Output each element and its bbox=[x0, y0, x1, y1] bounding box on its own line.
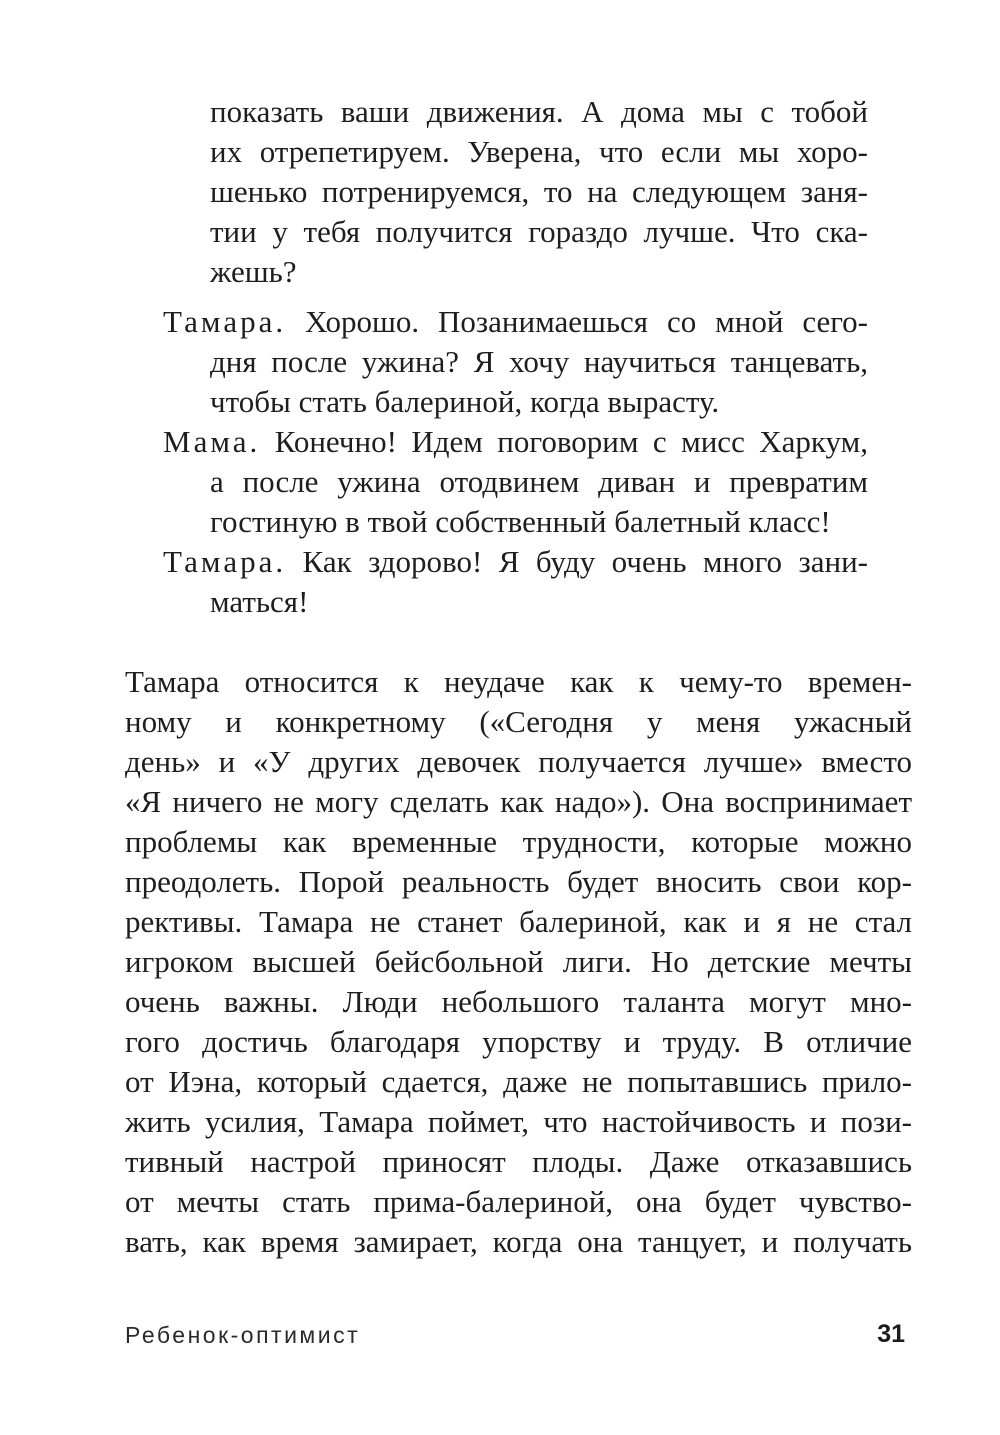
paragraph-line: очень важны. Люди небольшого таланта могут мно- bbox=[125, 984, 912, 1019]
dialogue-line: а после ужина отодвинем диван и превратим bbox=[210, 464, 868, 499]
dialogue-turn-line bbox=[163, 542, 868, 582]
paragraph-line: Тамара относится к неудаче как к чему-то времен- bbox=[125, 664, 912, 699]
dialogue-line: тии у тебя получится гораздо лучше. Что ска- bbox=[210, 214, 868, 249]
running-footer-title: Ребенок-оптимист bbox=[125, 1322, 361, 1348]
paragraph-line: тивный настрой приносят плоды. Даже отказавшись bbox=[125, 1144, 912, 1179]
dialogue-text: Хорошо. Позанимаешься со мной сего- bbox=[305, 304, 869, 339]
page-number: 31 bbox=[877, 1320, 905, 1348]
paragraph-line: жить усилия, Тамара поймет, что настойчивость и пози- bbox=[125, 1104, 912, 1139]
dialogue-line: их отрепетируем. Уверена, что если мы хоро- bbox=[210, 134, 868, 169]
dialogue-line: чтобы стать балериной, когда вырасту. bbox=[210, 384, 720, 419]
speaker-name: Тамара. bbox=[163, 544, 287, 579]
dialogue-line: шенько потренируемся, то на следующем заня- bbox=[210, 174, 868, 209]
paragraph-line: проблемы как временные трудности, которые можно bbox=[125, 824, 912, 859]
paragraph-line: рективы. Тамара не станет балериной, как и я не стал bbox=[125, 904, 912, 939]
paragraph-line: от Иэна, который сдается, даже не попытавшись прило- bbox=[125, 1064, 912, 1099]
dialogue-text: Как здорово! Я буду очень много зани- bbox=[302, 544, 868, 579]
paragraph-line: игроком высшей бейсбольной лиги. Но детские мечты bbox=[125, 944, 912, 979]
dialogue-turn-line bbox=[163, 422, 868, 462]
paragraph-line: гого достичь благодаря упорству и труду. В отличие bbox=[125, 1024, 912, 1059]
dialogue-line: показать ваши движения. А дома мы с тобой bbox=[210, 94, 868, 129]
paragraph-line: ному и конкретному («Сегодня у меня ужасный bbox=[125, 704, 912, 739]
speaker-name: Мама. bbox=[163, 424, 261, 459]
dialogue-line: жешь? bbox=[210, 254, 297, 289]
dialogue-line: маться! bbox=[210, 584, 309, 619]
dialogue-text: Конечно! Идем поговорим с мисс Харкум, bbox=[274, 424, 868, 459]
paragraph-line: день» и «У других девочек получается лучше» вместо bbox=[125, 744, 912, 779]
paragraph-line: преодолеть. Порой реальность будет вносить свои кор- bbox=[125, 864, 912, 899]
dialogue-line: дня после ужина? Я хочу научиться танцевать, bbox=[210, 344, 868, 379]
paragraph-line: «Я ничего не могу сделать как надо»). Она воспринимает bbox=[125, 784, 912, 819]
speaker-name: Тамара. bbox=[163, 304, 287, 339]
paragraph-line: вать, как время замирает, когда она танцует, и получать bbox=[125, 1224, 912, 1259]
dialogue-turn-line bbox=[163, 302, 868, 342]
paragraph-line: от мечты стать прима-балериной, она будет чувство- bbox=[125, 1184, 912, 1219]
dialogue-line: гостиную в твой собственный балетный класс! bbox=[210, 504, 831, 539]
